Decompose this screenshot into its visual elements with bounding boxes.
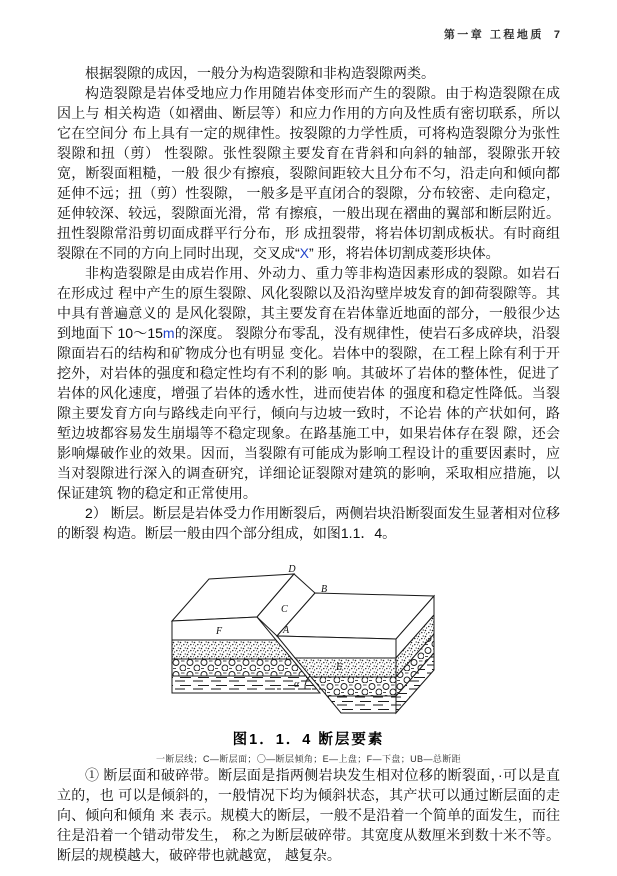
page-number: 7 [553, 29, 560, 41]
label-b: B [320, 584, 327, 595]
figure-caption: 图1．1．4 断层要素 [232, 732, 385, 748]
figure-legend: 一断层线；C—断层面；〇—断层倾角；E—上盘；F—下盘；UB—总断距 [155, 754, 462, 764]
paragraph-nontectonic-cracks [57, 263, 560, 503]
paragraph-crack-types: 根据裂隙的成因，一般分为构造裂隙和非构造裂隙两类。 [85, 65, 435, 81]
label-alpha: α [293, 679, 299, 690]
left-layer-top [172, 617, 276, 640]
fault-diagram-svg [144, 563, 474, 721]
tectonic-cracks-text-end: ” 形，将岩体切割成菱形块体。 [309, 245, 500, 261]
nontectonic-cracks-text-end: 的深度。 裂隙分布零乱，没有规律性，使岩石多成碎块，沿裂隙面岩石的结构和矿物成分也有明显 变化。岩体中的裂隙，在工程上除有利于开挖外，对岩体的强度和稳定性均有不利的影 响。其破坏了岩体的整体性，促进了岩体的风化速度，增强了岩体的透水性，进而使岩体 的强度和稳定性降低。当裂隙主要发育方向与路线走向平行，倾向与边坡一致时，不论岩 体的产状如何，路堑边坡都容易发生崩塌等不稳定现象。在路基施工中，如果岩体存在裂 隙，还会影响爆破作业的效果。因而，当裂隙有可能成为影响工程设计的重要因素时，应 当对裂隙进行深入的调查研究，详细论证裂隙对建筑的影响，采取相应措施，以保证建筑 物的稳定和正常使用。 [57, 325, 560, 501]
fault-figure [57, 563, 560, 765]
page-header [57, 26, 560, 42]
right-layer-stipple [295, 658, 396, 677]
figure-caption-block [57, 728, 560, 765]
label-c: C [280, 604, 288, 615]
label-d: D [287, 564, 296, 575]
meter-unit-character: m [162, 325, 175, 341]
label-a: A [282, 625, 289, 636]
label-f: F [215, 626, 222, 637]
label-e: E [335, 662, 342, 673]
tectonic-cracks-text: 构造裂隙是岩体受地应力作用随岩体变形而产生的裂隙。由于构造裂隙在成因上与 相关构造（如褶曲、断层等）和应力作用的方向及性质有密切联系，所以它在空间分 布上具有一定的规律性。按裂隙的力学性质，可将构造裂隙分为张性裂隙和扭（剪） 性裂隙。张性裂隙主要发育在背斜和向斜的轴部，裂隙张开较宽，断裂面粗糙，一般 很少有擦痕，裂隙间距较大且分布不匀，沿走向和倾向都延伸不远；扭（剪）性裂隙， 一般多是平直闭合的裂隙，分布较密、走向稳定，延伸较深、较远，裂隙面光滑，常 有擦痕，一般出现在褶曲的翼部和断层附近。扭性裂隙常沿剪切面成群平行分布，形 成扭裂带，将岩体切割成板状。有时商组裂隙在不同的方向上同时出现，交叉成“ [57, 85, 560, 261]
nontectonic-cracks-text: 非构造裂隙是由成岩作用、外动力、重力等非构造因素形成的裂隙。如岩石在形成过 程中产生的原生裂隙、风化裂隙以及沿沟壁岸坡发育的卸荷裂隙等。其中具有普遍意义的 是风化裂隙，其主要发育在岩体靠近地面的部分，一般很少达到地面下 10～15 [57, 265, 560, 341]
right-layer-top [277, 636, 396, 658]
paragraph-tectonic-cracks [57, 83, 560, 263]
page-body [57, 63, 560, 865]
right-layer-pebbles [311, 677, 396, 696]
paragraph-fault-intro: 2） 断层。断层是岩体受力作用断裂后，两侧岩块沿断裂面发生显著相对位移的断裂 构造。断层一般由四个部分组成，如图1.1．4。 [57, 505, 560, 541]
fault-block-diagram [144, 563, 474, 726]
left-layer-pebbles [172, 659, 306, 676]
left-layer-stipple [172, 640, 292, 659]
right-layer-dashes [327, 696, 396, 713]
x-shape-character: X [299, 245, 310, 261]
chapter-title: 第一章 工程地质 [443, 29, 544, 41]
paragraph-fault-plane: ① 断层面和破碎带。断层面是指两侧岩块发生相对位移的断裂面，·可以是直立的，也 可以是倾斜的，一般情况下均为倾斜状态，其产状可以通过断层面的走向、倾向和倾角 来 表示。规模大的断层，一般不是沿着一个简单的面发生，而往往是沿着一个错动带发生， 称之为断层破碎带。其宽度从数厘米到数十米不等。断层的规模越大，破碎带也就越宽， 越复杂。 [57, 767, 560, 863]
